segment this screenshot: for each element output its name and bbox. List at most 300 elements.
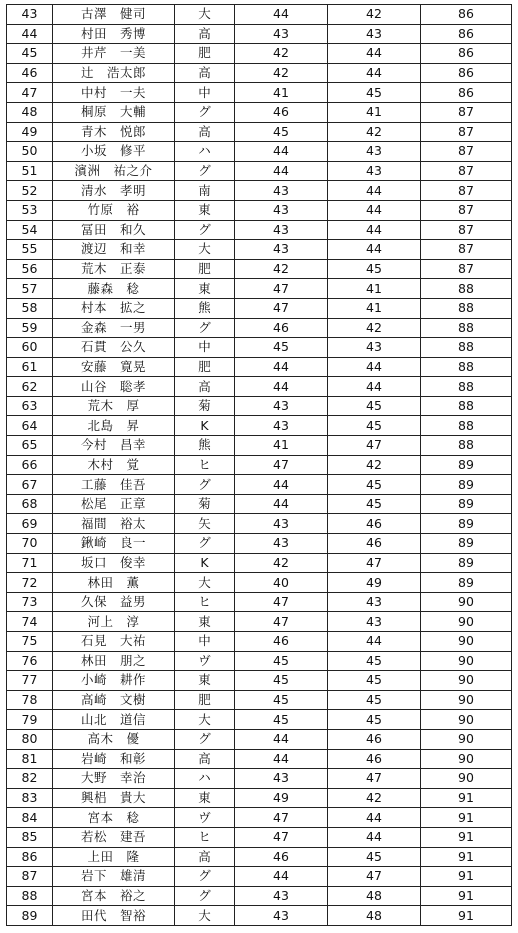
- rank-cell: 61: [7, 357, 53, 377]
- rank-cell: 52: [7, 181, 53, 201]
- round2-score-cell: 44: [328, 44, 421, 64]
- rank-cell: 73: [7, 592, 53, 612]
- team-cell: グ: [175, 161, 235, 181]
- team-cell: 高: [175, 749, 235, 769]
- round2-score-cell: 43: [328, 24, 421, 44]
- team-cell: 東: [175, 279, 235, 299]
- round1-score-cell: 43: [235, 220, 328, 240]
- round1-score-cell: 43: [235, 416, 328, 436]
- total-score-cell: 91: [421, 847, 512, 867]
- rank-cell: 55: [7, 240, 53, 260]
- table-row: [7, 63, 512, 83]
- total-score-cell: 87: [421, 220, 512, 240]
- table-row: [7, 514, 512, 534]
- round2-score-cell: 47: [328, 436, 421, 456]
- rank-cell: 81: [7, 749, 53, 769]
- total-score-cell: 87: [421, 259, 512, 279]
- rank-cell: 64: [7, 416, 53, 436]
- rank-cell: 85: [7, 827, 53, 847]
- total-score-cell: 87: [421, 200, 512, 220]
- round2-score-cell: 45: [328, 83, 421, 103]
- rank-cell: 67: [7, 475, 53, 495]
- total-score-cell: 90: [421, 612, 512, 632]
- player-name-cell: 宮本 稔: [53, 808, 175, 828]
- team-cell: 中: [175, 338, 235, 358]
- table-row: [7, 592, 512, 612]
- round2-score-cell: 45: [328, 690, 421, 710]
- player-name-cell: 福間 裕太: [53, 514, 175, 534]
- total-score-cell: 88: [421, 377, 512, 397]
- rank-cell: 71: [7, 553, 53, 573]
- rank-cell: 88: [7, 886, 53, 906]
- player-name-cell: 辻 浩太郎: [53, 63, 175, 83]
- rank-cell: 46: [7, 63, 53, 83]
- team-cell: 高: [175, 24, 235, 44]
- table-row: [7, 318, 512, 338]
- round2-score-cell: 45: [328, 671, 421, 691]
- round1-score-cell: 45: [235, 122, 328, 142]
- player-name-cell: 渡辺 和幸: [53, 240, 175, 260]
- rank-cell: 78: [7, 690, 53, 710]
- table-row: [7, 632, 512, 652]
- total-score-cell: 90: [421, 671, 512, 691]
- team-cell: 菊: [175, 494, 235, 514]
- table-row: [7, 494, 512, 514]
- rank-cell: 60: [7, 338, 53, 358]
- round2-score-cell: 43: [328, 161, 421, 181]
- player-name-cell: 木村 覚: [53, 455, 175, 475]
- total-score-cell: 91: [421, 906, 512, 926]
- player-name-cell: 濱洲 祐之介: [53, 161, 175, 181]
- table-row: [7, 690, 512, 710]
- team-cell: 大: [175, 240, 235, 260]
- total-score-cell: 89: [421, 534, 512, 554]
- player-name-cell: 坂口 俊幸: [53, 553, 175, 573]
- player-name-cell: 金森 一男: [53, 318, 175, 338]
- round2-score-cell: 42: [328, 455, 421, 475]
- table-row: [7, 710, 512, 730]
- round1-score-cell: 45: [235, 690, 328, 710]
- total-score-cell: 87: [421, 142, 512, 162]
- player-name-cell: 林田 朋之: [53, 651, 175, 671]
- rank-cell: 56: [7, 259, 53, 279]
- team-cell: 肥: [175, 44, 235, 64]
- player-name-cell: 石見 大祐: [53, 632, 175, 652]
- player-name-cell: 藤森 稔: [53, 279, 175, 299]
- round2-score-cell: 47: [328, 867, 421, 887]
- round1-score-cell: 47: [235, 827, 328, 847]
- player-name-cell: 高木 優: [53, 729, 175, 749]
- round2-score-cell: 41: [328, 298, 421, 318]
- total-score-cell: 90: [421, 749, 512, 769]
- table-row: [7, 612, 512, 632]
- rank-cell: 47: [7, 83, 53, 103]
- table-row: [7, 83, 512, 103]
- table-row: [7, 436, 512, 456]
- total-score-cell: 86: [421, 24, 512, 44]
- player-name-cell: 松尾 正章: [53, 494, 175, 514]
- round2-score-cell: 44: [328, 632, 421, 652]
- player-name-cell: 若松 建吾: [53, 827, 175, 847]
- team-cell: 東: [175, 200, 235, 220]
- score-table: [6, 4, 512, 926]
- table-row: [7, 749, 512, 769]
- round1-score-cell: 43: [235, 906, 328, 926]
- round1-score-cell: 47: [235, 612, 328, 632]
- table-row: [7, 769, 512, 789]
- player-name-cell: 宮本 裕之: [53, 886, 175, 906]
- table-row: [7, 867, 512, 887]
- total-score-cell: 91: [421, 867, 512, 887]
- total-score-cell: 88: [421, 298, 512, 318]
- rank-cell: 89: [7, 906, 53, 926]
- table-row: [7, 102, 512, 122]
- round2-score-cell: 42: [328, 5, 421, 25]
- player-name-cell: 清水 孝明: [53, 181, 175, 201]
- round2-score-cell: 43: [328, 612, 421, 632]
- round1-score-cell: 43: [235, 886, 328, 906]
- player-name-cell: 久保 益男: [53, 592, 175, 612]
- round1-score-cell: 46: [235, 102, 328, 122]
- round2-score-cell: 49: [328, 573, 421, 593]
- total-score-cell: 86: [421, 83, 512, 103]
- team-cell: 熊: [175, 436, 235, 456]
- total-score-cell: 88: [421, 279, 512, 299]
- rank-cell: 76: [7, 651, 53, 671]
- player-name-cell: 岩崎 和彰: [53, 749, 175, 769]
- team-cell: ヴ: [175, 808, 235, 828]
- table-row: [7, 338, 512, 358]
- round2-score-cell: 45: [328, 416, 421, 436]
- round2-score-cell: 45: [328, 259, 421, 279]
- total-score-cell: 91: [421, 886, 512, 906]
- round1-score-cell: 47: [235, 808, 328, 828]
- player-name-cell: 青木 悦郎: [53, 122, 175, 142]
- round2-score-cell: 44: [328, 357, 421, 377]
- team-cell: グ: [175, 220, 235, 240]
- rank-cell: 59: [7, 318, 53, 338]
- player-name-cell: 小崎 耕作: [53, 671, 175, 691]
- round1-score-cell: 42: [235, 63, 328, 83]
- rank-cell: 86: [7, 847, 53, 867]
- round2-score-cell: 46: [328, 729, 421, 749]
- round2-score-cell: 45: [328, 710, 421, 730]
- total-score-cell: 87: [421, 102, 512, 122]
- player-name-cell: 井芹 一美: [53, 44, 175, 64]
- team-cell: 高: [175, 122, 235, 142]
- round2-score-cell: 48: [328, 906, 421, 926]
- round1-score-cell: 49: [235, 788, 328, 808]
- round2-score-cell: 41: [328, 279, 421, 299]
- total-score-cell: 88: [421, 396, 512, 416]
- round1-score-cell: 42: [235, 259, 328, 279]
- player-name-cell: 山北 道信: [53, 710, 175, 730]
- round1-score-cell: 43: [235, 396, 328, 416]
- player-name-cell: 工藤 佳吾: [53, 475, 175, 495]
- team-cell: グ: [175, 867, 235, 887]
- team-cell: 矢: [175, 514, 235, 534]
- total-score-cell: 86: [421, 5, 512, 25]
- table-row: [7, 200, 512, 220]
- team-cell: 高: [175, 63, 235, 83]
- round2-score-cell: 45: [328, 494, 421, 514]
- round1-score-cell: 42: [235, 553, 328, 573]
- table-row: [7, 455, 512, 475]
- rank-cell: 70: [7, 534, 53, 554]
- round2-score-cell: 44: [328, 181, 421, 201]
- round2-score-cell: 44: [328, 808, 421, 828]
- round1-score-cell: 44: [235, 729, 328, 749]
- team-cell: ヴ: [175, 651, 235, 671]
- round1-score-cell: 43: [235, 240, 328, 260]
- round2-score-cell: 46: [328, 534, 421, 554]
- total-score-cell: 89: [421, 573, 512, 593]
- table-row: [7, 416, 512, 436]
- team-cell: K: [175, 416, 235, 436]
- round2-score-cell: 44: [328, 240, 421, 260]
- rank-cell: 74: [7, 612, 53, 632]
- rank-cell: 68: [7, 494, 53, 514]
- table-row: [7, 377, 512, 397]
- total-score-cell: 91: [421, 788, 512, 808]
- round1-score-cell: 47: [235, 279, 328, 299]
- rank-cell: 83: [7, 788, 53, 808]
- rank-cell: 43: [7, 5, 53, 25]
- round1-score-cell: 41: [235, 83, 328, 103]
- total-score-cell: 90: [421, 592, 512, 612]
- team-cell: 中: [175, 83, 235, 103]
- rank-cell: 75: [7, 632, 53, 652]
- total-score-cell: 87: [421, 161, 512, 181]
- table-row: [7, 240, 512, 260]
- table-row: [7, 808, 512, 828]
- player-name-cell: 田代 智裕: [53, 906, 175, 926]
- rank-cell: 51: [7, 161, 53, 181]
- table-row: [7, 161, 512, 181]
- team-cell: グ: [175, 318, 235, 338]
- player-name-cell: 村田 秀博: [53, 24, 175, 44]
- team-cell: ヒ: [175, 455, 235, 475]
- round2-score-cell: 47: [328, 553, 421, 573]
- team-cell: ヒ: [175, 592, 235, 612]
- results-sheet: [6, 4, 512, 926]
- total-score-cell: 90: [421, 632, 512, 652]
- rank-cell: 53: [7, 200, 53, 220]
- rank-cell: 57: [7, 279, 53, 299]
- rank-cell: 72: [7, 573, 53, 593]
- player-name-cell: 石貫 公久: [53, 338, 175, 358]
- rank-cell: 79: [7, 710, 53, 730]
- total-score-cell: 87: [421, 181, 512, 201]
- team-cell: グ: [175, 729, 235, 749]
- table-row: [7, 220, 512, 240]
- table-row: [7, 181, 512, 201]
- round1-score-cell: 43: [235, 769, 328, 789]
- team-cell: K: [175, 553, 235, 573]
- table-row: [7, 906, 512, 926]
- table-row: [7, 396, 512, 416]
- rank-cell: 69: [7, 514, 53, 534]
- table-row: [7, 553, 512, 573]
- round2-score-cell: 45: [328, 396, 421, 416]
- player-name-cell: 高崎 文樹: [53, 690, 175, 710]
- team-cell: 東: [175, 671, 235, 691]
- total-score-cell: 90: [421, 690, 512, 710]
- total-score-cell: 89: [421, 553, 512, 573]
- rank-cell: 44: [7, 24, 53, 44]
- round2-score-cell: 48: [328, 886, 421, 906]
- player-name-cell: 林田 薫: [53, 573, 175, 593]
- player-name-cell: 上田 隆: [53, 847, 175, 867]
- table-row: [7, 573, 512, 593]
- table-row: [7, 122, 512, 142]
- player-name-cell: 桐原 大輔: [53, 102, 175, 122]
- total-score-cell: 86: [421, 63, 512, 83]
- round1-score-cell: 44: [235, 142, 328, 162]
- total-score-cell: 88: [421, 416, 512, 436]
- player-name-cell: 古澤 健司: [53, 5, 175, 25]
- rank-cell: 50: [7, 142, 53, 162]
- player-name-cell: 竹原 裕: [53, 200, 175, 220]
- table-row: [7, 651, 512, 671]
- table-row: [7, 24, 512, 44]
- player-name-cell: 今村 昌幸: [53, 436, 175, 456]
- total-score-cell: 90: [421, 769, 512, 789]
- round1-score-cell: 42: [235, 44, 328, 64]
- round1-score-cell: 43: [235, 514, 328, 534]
- team-cell: 肥: [175, 357, 235, 377]
- total-score-cell: 91: [421, 808, 512, 828]
- player-name-cell: 中村 一夫: [53, 83, 175, 103]
- team-cell: 東: [175, 788, 235, 808]
- round2-score-cell: 44: [328, 827, 421, 847]
- round2-score-cell: 47: [328, 769, 421, 789]
- team-cell: 大: [175, 573, 235, 593]
- player-name-cell: 鍬崎 良一: [53, 534, 175, 554]
- rank-cell: 77: [7, 671, 53, 691]
- round1-score-cell: 46: [235, 847, 328, 867]
- rank-cell: 45: [7, 44, 53, 64]
- table-row: [7, 671, 512, 691]
- total-score-cell: 89: [421, 514, 512, 534]
- rank-cell: 66: [7, 455, 53, 475]
- total-score-cell: 90: [421, 710, 512, 730]
- total-score-cell: 91: [421, 827, 512, 847]
- round2-score-cell: 44: [328, 63, 421, 83]
- table-row: [7, 44, 512, 64]
- player-name-cell: 大野 幸治: [53, 769, 175, 789]
- round2-score-cell: 45: [328, 475, 421, 495]
- team-cell: 大: [175, 906, 235, 926]
- round1-score-cell: 44: [235, 357, 328, 377]
- rank-cell: 54: [7, 220, 53, 240]
- round1-score-cell: 44: [235, 377, 328, 397]
- table-row: [7, 847, 512, 867]
- round1-score-cell: 44: [235, 475, 328, 495]
- team-cell: 高: [175, 847, 235, 867]
- round1-score-cell: 47: [235, 455, 328, 475]
- rank-cell: 62: [7, 377, 53, 397]
- total-score-cell: 88: [421, 357, 512, 377]
- rank-cell: 84: [7, 808, 53, 828]
- round1-score-cell: 45: [235, 710, 328, 730]
- rank-cell: 58: [7, 298, 53, 318]
- round2-score-cell: 43: [328, 592, 421, 612]
- player-name-cell: 荒木 正泰: [53, 259, 175, 279]
- round1-score-cell: 44: [235, 867, 328, 887]
- team-cell: 東: [175, 612, 235, 632]
- round1-score-cell: 45: [235, 651, 328, 671]
- rank-cell: 65: [7, 436, 53, 456]
- round1-score-cell: 43: [235, 181, 328, 201]
- round2-score-cell: 43: [328, 338, 421, 358]
- player-name-cell: 小坂 修平: [53, 142, 175, 162]
- round1-score-cell: 47: [235, 298, 328, 318]
- round2-score-cell: 44: [328, 377, 421, 397]
- round2-score-cell: 46: [328, 514, 421, 534]
- round2-score-cell: 41: [328, 102, 421, 122]
- team-cell: ヒ: [175, 827, 235, 847]
- team-cell: ハ: [175, 142, 235, 162]
- total-score-cell: 89: [421, 455, 512, 475]
- round1-score-cell: 44: [235, 494, 328, 514]
- round2-score-cell: 43: [328, 142, 421, 162]
- total-score-cell: 88: [421, 436, 512, 456]
- table-row: [7, 5, 512, 25]
- team-cell: グ: [175, 886, 235, 906]
- total-score-cell: 88: [421, 338, 512, 358]
- total-score-cell: 88: [421, 318, 512, 338]
- round1-score-cell: 46: [235, 318, 328, 338]
- round1-score-cell: 47: [235, 592, 328, 612]
- team-cell: 大: [175, 710, 235, 730]
- table-row: [7, 475, 512, 495]
- rank-cell: 82: [7, 769, 53, 789]
- total-score-cell: 90: [421, 651, 512, 671]
- table-row: [7, 259, 512, 279]
- round1-score-cell: 43: [235, 24, 328, 44]
- team-cell: 肥: [175, 690, 235, 710]
- table-row: [7, 788, 512, 808]
- player-name-cell: 河上 淳: [53, 612, 175, 632]
- round1-score-cell: 45: [235, 338, 328, 358]
- team-cell: グ: [175, 475, 235, 495]
- table-row: [7, 357, 512, 377]
- round1-score-cell: 44: [235, 161, 328, 181]
- total-score-cell: 89: [421, 475, 512, 495]
- player-name-cell: 北島 昇: [53, 416, 175, 436]
- team-cell: グ: [175, 534, 235, 554]
- player-name-cell: 安藤 寛晃: [53, 357, 175, 377]
- rank-cell: 87: [7, 867, 53, 887]
- round1-score-cell: 43: [235, 534, 328, 554]
- rank-cell: 63: [7, 396, 53, 416]
- round2-score-cell: 44: [328, 200, 421, 220]
- table-row: [7, 298, 512, 318]
- round2-score-cell: 45: [328, 847, 421, 867]
- table-row: [7, 534, 512, 554]
- round1-score-cell: 41: [235, 436, 328, 456]
- rank-cell: 49: [7, 122, 53, 142]
- player-name-cell: 冨田 和久: [53, 220, 175, 240]
- team-cell: 熊: [175, 298, 235, 318]
- player-name-cell: 村本 拡之: [53, 298, 175, 318]
- team-cell: 高: [175, 377, 235, 397]
- round1-score-cell: 40: [235, 573, 328, 593]
- team-cell: 南: [175, 181, 235, 201]
- team-cell: グ: [175, 102, 235, 122]
- round2-score-cell: 44: [328, 220, 421, 240]
